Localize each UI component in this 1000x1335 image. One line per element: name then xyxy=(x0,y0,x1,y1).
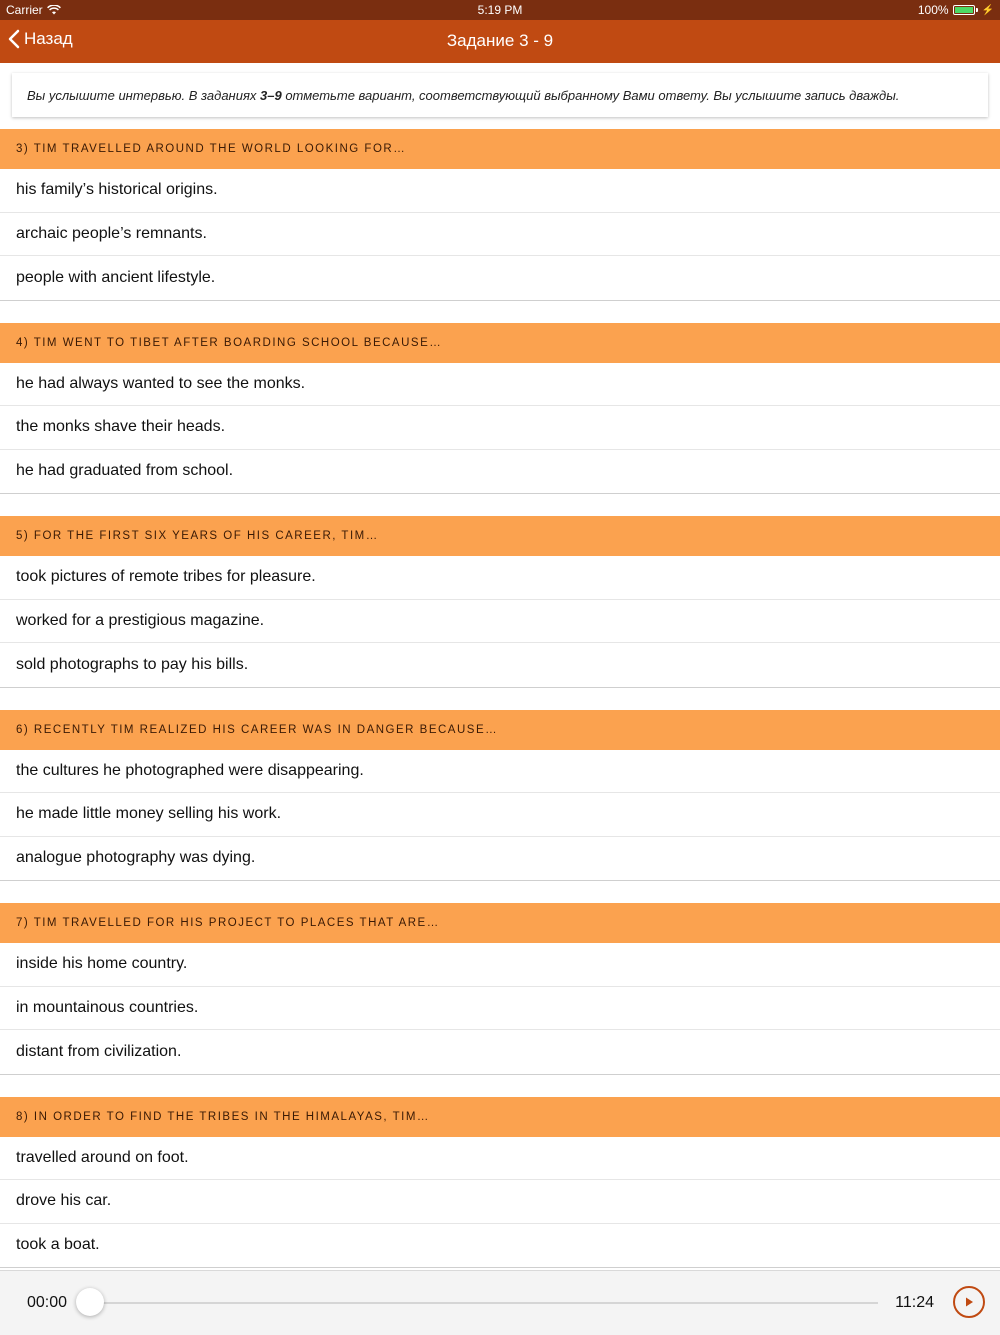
play-button[interactable] xyxy=(953,1286,985,1318)
answer-option[interactable]: in mountainous countries. xyxy=(0,987,1000,1031)
question-header: 5) FOR THE FIRST SIX YEARS OF HIS CAREER, TIM… xyxy=(0,516,1000,556)
page-title: Задание 3 - 9 xyxy=(446,31,554,50)
answer-option[interactable]: travelled around on foot. xyxy=(0,1137,1000,1181)
battery-info xyxy=(918,3,994,17)
answer-option[interactable]: worked for a prestigious magazine. xyxy=(0,600,1000,644)
answer-option[interactable]: analogue photography was dying. xyxy=(16,849,256,867)
charging-icon: ⚡ xyxy=(981,4,994,16)
question-header: 6) RECENTLY TIM REALIZED HIS CAREER WAS IN DANGER BECAUSE… xyxy=(0,710,1000,750)
question-7 xyxy=(0,903,1000,1075)
answer-option[interactable]: he made little money selling his work. xyxy=(0,793,1000,837)
question-header: 3) TIM TRAVELLED AROUND THE WORLD LOOKING FOR… xyxy=(0,129,1000,169)
battery-icon xyxy=(953,5,975,15)
question-4 xyxy=(0,323,1000,495)
answer-option[interactable]: he had graduated from school. xyxy=(16,462,234,480)
answer-option[interactable]: distant from civilization. xyxy=(16,1042,182,1060)
question-8 xyxy=(0,1097,1000,1269)
instruction-text-end: отметьте вариант, соответствующий выбранному Вами ответу. Вы услышите запись дважды. xyxy=(281,88,900,103)
status-time: 5:19 PM xyxy=(477,3,523,17)
question-header: 8) IN ORDER TO FIND THE TRIBES IN THE HIMALAYAS, TIM… xyxy=(0,1097,1000,1137)
answer-option[interactable]: sold photographs to pay his bills. xyxy=(16,655,249,673)
answer-option[interactable]: took pictures of remote tribes for pleasure. xyxy=(0,556,1000,600)
progress-track[interactable] xyxy=(92,1302,878,1304)
question-list xyxy=(0,129,1000,1290)
question-5 xyxy=(0,516,1000,688)
question-6 xyxy=(0,710,1000,882)
answer-option[interactable]: the monks shave their heads. xyxy=(0,406,1000,450)
answer-option[interactable]: people with ancient lifestyle. xyxy=(16,268,216,286)
answer-option[interactable]: his family’s historical origins. xyxy=(0,169,1000,213)
instruction-text-start: Вы услышите интервью. В заданиях xyxy=(27,88,260,103)
total-time: 11:24 xyxy=(895,1294,934,1311)
current-time: 00:00 xyxy=(27,1294,68,1311)
carrier-label: Carrier xyxy=(6,3,43,17)
question-3 xyxy=(0,129,1000,301)
audio-player xyxy=(0,1270,1000,1335)
answer-option[interactable]: archaic people’s remnants. xyxy=(0,213,1000,257)
answer-option[interactable]: inside his home country. xyxy=(0,943,1000,987)
progress-slider-thumb[interactable] xyxy=(76,1288,104,1316)
instruction-card xyxy=(12,73,988,117)
play-icon xyxy=(963,1296,975,1308)
question-header: 4) TIM WENT TO TIBET AFTER BOARDING SCHOOL BECAUSE… xyxy=(0,323,1000,363)
answer-option[interactable]: drove his car. xyxy=(0,1180,1000,1224)
battery-percent: 100% xyxy=(917,3,949,17)
answer-option[interactable]: the cultures he photographed were disappearing. xyxy=(0,750,1000,794)
answer-option[interactable]: took a boat. xyxy=(16,1236,100,1254)
question-header: 7) TIM TRAVELLED FOR HIS PROJECT TO PLACES THAT ARE… xyxy=(0,903,1000,943)
back-label: Назад xyxy=(24,29,73,48)
instruction-task-range: 3–9 xyxy=(260,88,282,103)
status-bar xyxy=(0,0,1000,20)
answer-option[interactable]: he had always wanted to see the monks. xyxy=(0,363,1000,407)
navigation-bar xyxy=(0,20,1000,63)
